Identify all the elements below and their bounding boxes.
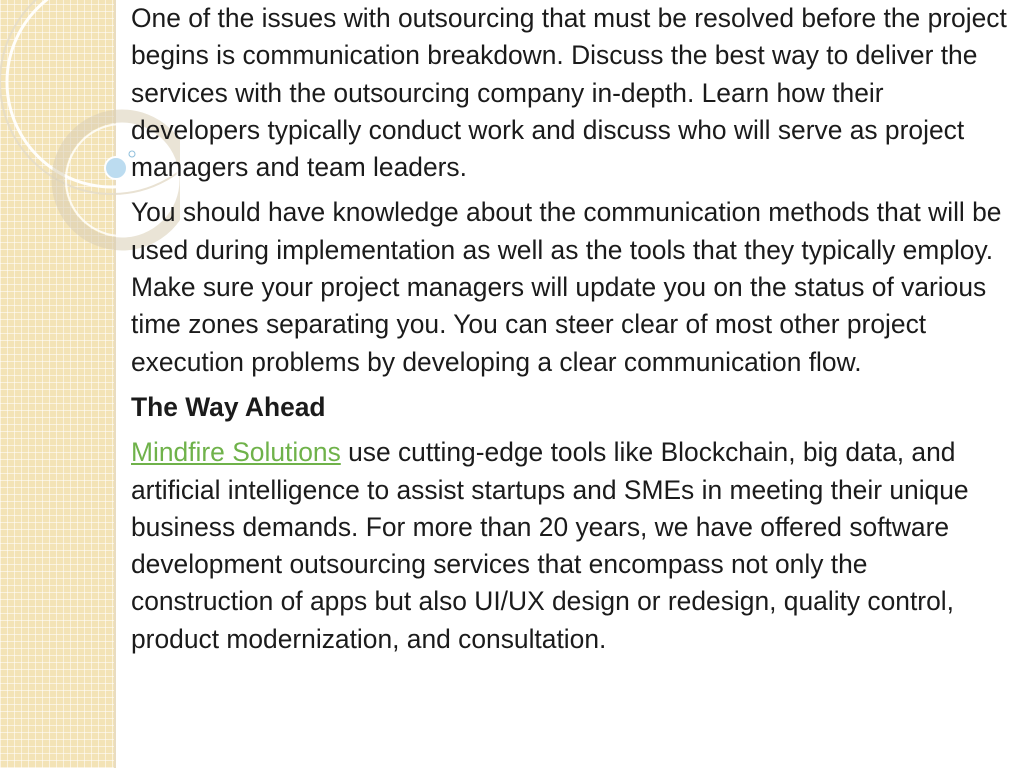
section-heading: The Way Ahead bbox=[131, 391, 326, 422]
paragraph-communication: One of the issues with outsourcing that must be resolved before the project begins is communication breakdown. Discuss the best way to deliver the services with the outsourcing company in-depth. Learn how their developers typically conduct work and discuss who will serve as project managers and team leaders. bbox=[131, 3, 1007, 183]
decorative-side-panel bbox=[0, 0, 114, 768]
panel-divider bbox=[114, 0, 116, 768]
paragraph-mindfire bbox=[131, 434, 1016, 658]
slide-content bbox=[131, 0, 1016, 666]
paragraph-mindfire-text: use cutting-edge tools like Blockchain, big data, and artificial intelligence to assist startups and SMEs in meeting their unique business demands. For more than 20 years, we have offered software development outsourcing services that encompass not only the construction of apps but also UI/UX design or redesign, quality control, product modernization, and consultation. bbox=[131, 437, 969, 654]
paragraph-methods: You should have knowledge about the communication methods that will be used during implementation as well as the tools that they typically employ. Make sure your project managers will update you on the status of various time zones separating you. You can steer clear of most other project execution problems by developing a clear communication flow. bbox=[131, 197, 1002, 377]
mindfire-solutions-link[interactable]: Mindfire Solutions bbox=[131, 437, 341, 468]
